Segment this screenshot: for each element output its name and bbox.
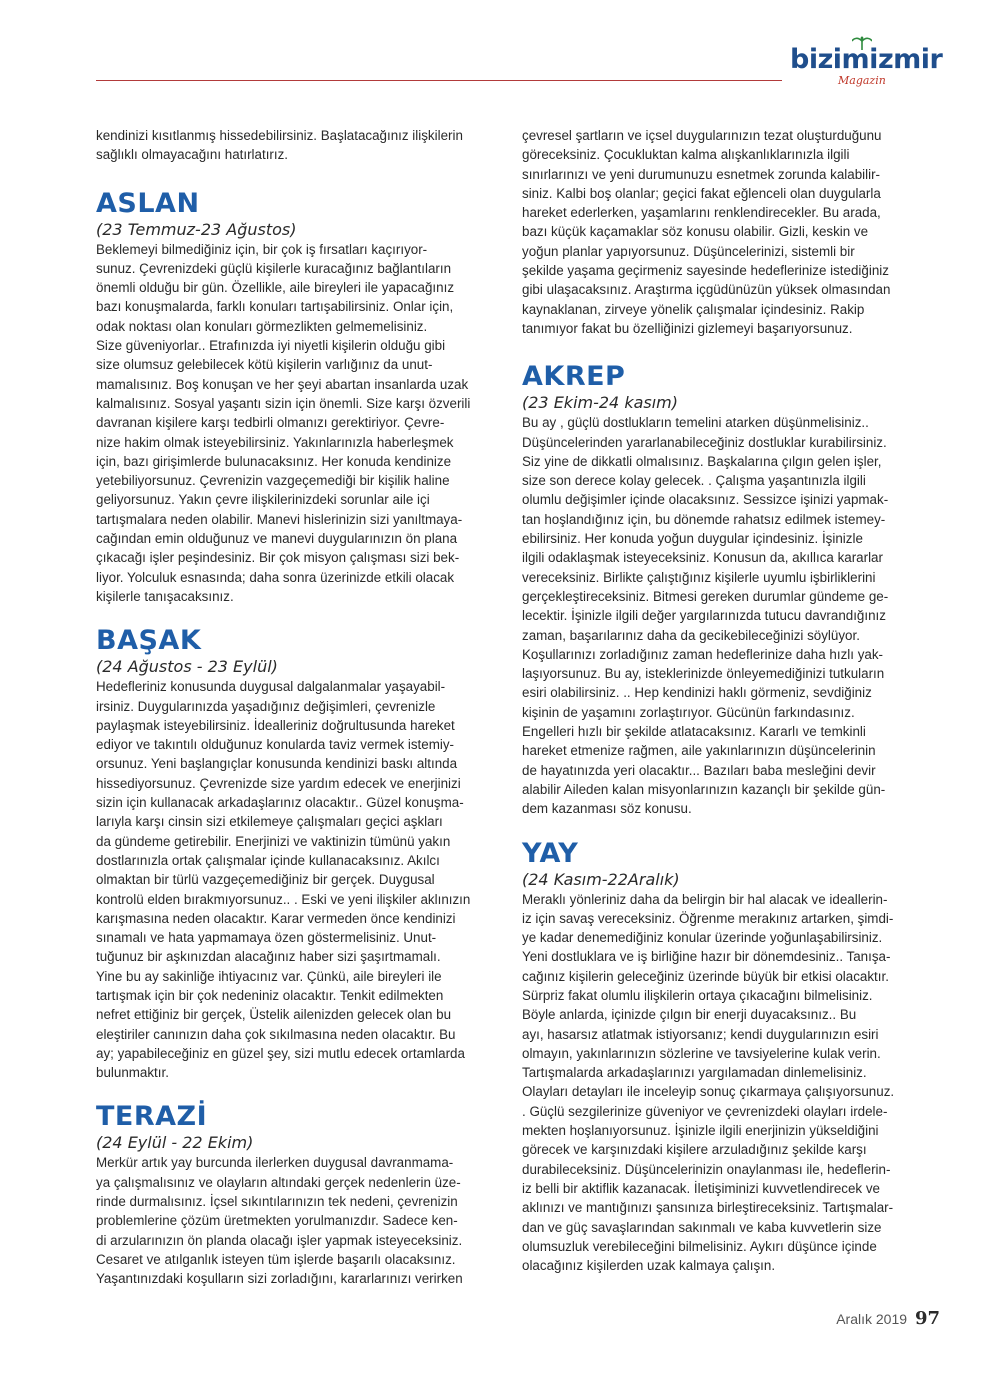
heading-aslan: ASLAN	[96, 187, 200, 219]
dates-yay: (24 Kasım-22Aralık)	[522, 869, 680, 889]
brand-logo	[790, 44, 943, 92]
header-rule	[96, 80, 782, 81]
heading-yay: YAY	[522, 837, 579, 869]
text-aslan: Beklemeyi bilmediğiniz için, bir çok iş fırsatları kaçırıyor- sunuz. Çevrenizdeki güçlü kişilerle kuracağınız bağlantıların önemli olduğu bir gün. Özellikle, aile bireyleri ile yapacağınız bazı konuşmalarda, farklı konuları tartışabilirsiniz. Onlar için, odak noktası olan konuları görmezlikten gelmemelisiniz. Size güveniyorlar.. Etrafınızda iyi niyetli kişilerin olduğu gibi size olumsuz gelebilecek kötü kişilerin varlığınız da unut- mamalısınız. Boş konuşan ve her şeyi abartan insanlarda uzak kalmalısınız. Sosyal yaşantı sizin için önemli. Size karşı özverili davranan kişilere karşı tedbirli olmanızı gerektiriyor. Çevre- nize hakim olmak isteyebilirsiniz. Yakınlarınızla haberleşmek için, bazı girişimlerde bulunacaksınız. Her konuda kendinize yetebiliyorsunuz. Çevrenizin vazgeçemediği bir kişilik haline geliyorsunuz. Yakın çevre ilişkilerinizdeki sorunlar aile içi tartışmalara neden olabilir. Manevi hislerinizin sizi yanıltmaya- cağından emin olduğunuz ve manevi duygularınızın ön plana çıkacağı işler peşindesiniz. Bir çok misyon çalışması sizi bek- liyor. Yolculuk esnasında; daha sonra üzerinizde etkili olacak kişilerle tanışacaksınız.	[96, 241, 471, 604]
heading-terazi: TERAZİ	[96, 1101, 208, 1133]
heading-basak: BAŞAK	[96, 625, 202, 657]
page-footer	[836, 1308, 940, 1329]
dates-aslan: (23 Temmuz-23 Ağustos)	[96, 219, 297, 239]
page-number: 97	[914, 1308, 940, 1329]
dates-terazi: (24 Eylül - 22 Ekim)	[96, 1133, 254, 1153]
right-column	[522, 126, 922, 1275]
left-intro-text: kendinizi kısıtlanmış hissedebilirsiniz. Başlatacağınız ilişkilerin sağlıklı olmayacağını hatırlatırız.	[96, 128, 463, 163]
footer-month: Aralık 2019	[836, 1311, 908, 1327]
heading-akrep: AKREP	[522, 361, 626, 393]
text-terazi: Merkür artık yay burcunda ilerlerken duygusal davranmama- ya çalışmalısınız ve olayların altındaki gerçek nedenlerin üze- rinde durmalısınız. İçsel sıkıntılarınızın tek nedeni, çevrenizin problemlerine çözüm üretmekten yorulmanızdır. Sadece ken- di arzularınızın ön planda olacağı işler yapmak isteyeceksiniz. Cesaret ve atılganlık isteyen tüm işlerde başarılı olacaksınız. Yaşantınızdaki koşulların sizi zorladığını, kararlarınızı verirken	[96, 1155, 463, 1287]
logo-sub-text: Magazin	[838, 74, 886, 87]
left-column	[96, 126, 496, 1289]
dates-akrep: (23 Ekim-24 kasım)	[522, 393, 678, 413]
right-intro-text: çevresel şartların ve içsel duygularınızın tezat oluşturduğunu göreceksiniz. Çocukluktan kalma alışkanlıklarınızla ilgili sınırlarınızı ve yeni durumunuzu esnetmek zorunda kalabilir- siniz. Kalbi boş olanlar; geçici fakat eğlenceli olan duygularla hareket ederlerken, yaşamlarını renklendirecekler. Bu arada, bazı küçük kaçamaklar söz konusu olabilir. Gizli, keskin ve yoğun planlar yapıyorsunuz. Düşüncelerinizi, sistemli bir şekilde yaşama geçirmeniz sayesinde hedeflerinize istediğiniz gibi ulaşacaksınız. Araştırma içgüdünüzün yüksek olmasından kaynaklanan, zirveye yönelik çalışmalar içindesiniz. Rakip tanımıyor fakat bu özelliğinizi gizlemeyi başarıyorsunuz.	[522, 128, 891, 336]
text-akrep: Bu ay , güçlü dostlukların temelini atarken düşünmelisiniz.. Düşüncelerinden yararlanabileceğiniz dostluklar kurabilirsiniz. Siz yine de dikkatli olmalısınız. Başkalarına çılgın gelen işler, size son derece kolay gelecek. . Çalışma yaşantınızla ilgili olumlu değişimler içinde olacaksınız. Sessizce işinizi yapmak- tan hoşlandığınız için, bu dönemde rahatsız edilmek istemey- ebilirsiniz. Her konuda yoğun duygular içindesiniz. İşinizle ilgili odaklaşmak isteyeceksiniz. Konusun da, akıllıca kararlar vereceksiniz. Birlikte çalıştığınız kişilerle uyumlu işbirliklerini gerçekleştireceksiniz. Bitmesi gereken durumlar gündeme ge- lecektir. İşinizle ilgili değer yargılarınızda tutucu davrandığınız zaman, başarılarınız daha da gecikebileceğinizi söylüyor. Koşullarınızı zorladığınız zaman hedeflerinize daha hızlı yak- laşıyorsunuz. Bu ay, isteklerinizde önleyemediğinizi tutkuların esiri olabilirsiniz. .. Hep kendinizi haklı görmeniz, sevdiğiniz kişinin de yaşamını zorlaştırıyor. Gücünün farkındasınız. Engelleri hızlı bir şekilde atlatacaksınız. Kararlı ve temkinli hareket etmenize rağmen, aile yakınlarınızın düşüncelerinin de hayatınızda yeri olacaktır... Bazıları baba mesleğini devir alabilir Aileden kalan misyonlarınızın kazançlı bir şekilde gün- dem kazanması söz konusu.	[522, 415, 889, 817]
text-yay: Meraklı yönleriniz daha da belirgin bir hal alacak ve ideallerin- iz için savaş vereceksiniz. Öğrenme merakınız artarken, şimdi- ye kadar denemediğiniz konular üzerinde yoğunlaşabilirsiniz. Yeni dostluklara ve iş birliğine hazır bir dönemdesiniz.. Tanışa- cağınız kişilerin geleceğiniz üzerinde büyük bir etkisi olacaktır. Sürpriz fakat olumlu ilişkilerin ortaya çıkacağını bilmelisiniz. Böyle anlarda, içinizde çılgın bir enerji duyacaksınız.. Bu ayı, hasarsız atlatmak istiyorsanız; kendi duygularınızın esiri olmayın, yakınlarınızın sözlerine ve tavsiyelerine kulak verin. Tartışmalarda arkadaşlarınızı yargılamadan dinlemelisiniz. Olayları detayları ile inceleyip sonuç çıkarmaya çalışıyorsunuz. . Güçlü sezgilerinize güveniyor ve çevrenizdeki olayları irdele- mekten hoşlanıyorsunuz. İşinizle ilgili enerjinizin yükseldiğini görecek ve karşınızdaki kişilere arzuladığınız şekilde karşı durabileceksiniz. Düşüncelerinizin onaylanması ile, hedeflerin- iz belli bir aktiflik kazanacak. İletişiminizi kuvvetlendirecek ve aklınızı ve mantığınızı şansınıza birleştireceksiniz. Tartışmalar- dan ve güç savaşlarından sakınmalı ve kaba kuvvetlerin size olumsuzluk verebileceğini bilmelisiniz. Aykırı düşünce içinde olacağınız kişilerden uzak kalmaya çalışın.	[522, 891, 895, 1274]
logo-main-text: bizimizmir	[790, 44, 943, 75]
dates-basak: (24 Ağustos - 23 Eylül)	[96, 657, 278, 677]
text-basak: Hedefleriniz konusunda duygusal dalgalanmalar yaşayabil- irsiniz. Duygularınızda yaşadığınız değişimleri, çevrenizle paylaşmak isteyebilirsiniz. İdealleriniz doğrultusunda hareket ediyor ve takıntılı olduğunuz konularda taviz vermek istemiy- orsunuz. Yeni başlangıçlar konusunda kendinizi baskı altında hissediyorsunuz. Çevrenizde size yardım edecek ve enerjinizi sizin için kullanacak arkadaşlarınız olacaktır.. Güzel konuşma- larıyla karşı cinsin sizi etkilemeye çalışmaları geçici aşkları da gündeme getirebilir. Enerjinizi ve vaktinizin tümünü yakın dostlarınızla ortak çalışmalar içinde kullanacaksınız. Akılcı olmaktan bir türlü vazgeçemediğiniz bir gerçek. Duygusal kontrolü elden bırakmıyorsunuz.. . Eski ve yeni ilişkiler aklınızın karışmasına neden olacaktır. Karar vermeden önce kendinizi sınamalı ve hata yapmamaya özen göstermelisiniz. Unut- tuğunuz bir aşkınızdan alacağınız haber sizi şaşırtmamalı. Yine bu ay sakinliğe ihtiyacınız var. Çünkü, aile bireyleri ile tartışmak için bir çok nedeniniz olacaktır. Tenkit edilmekten nefret ettiğiniz bir gerçek, Üstelik ailenizden gelecek olan bu eleştiriler canınızın daha çok sıkılmasına neden olacaktır. Bu ay; yapabileceğiniz en güzel şey, sizi mutlu edecek ortamlarda bulunmaktır.	[96, 679, 471, 1081]
